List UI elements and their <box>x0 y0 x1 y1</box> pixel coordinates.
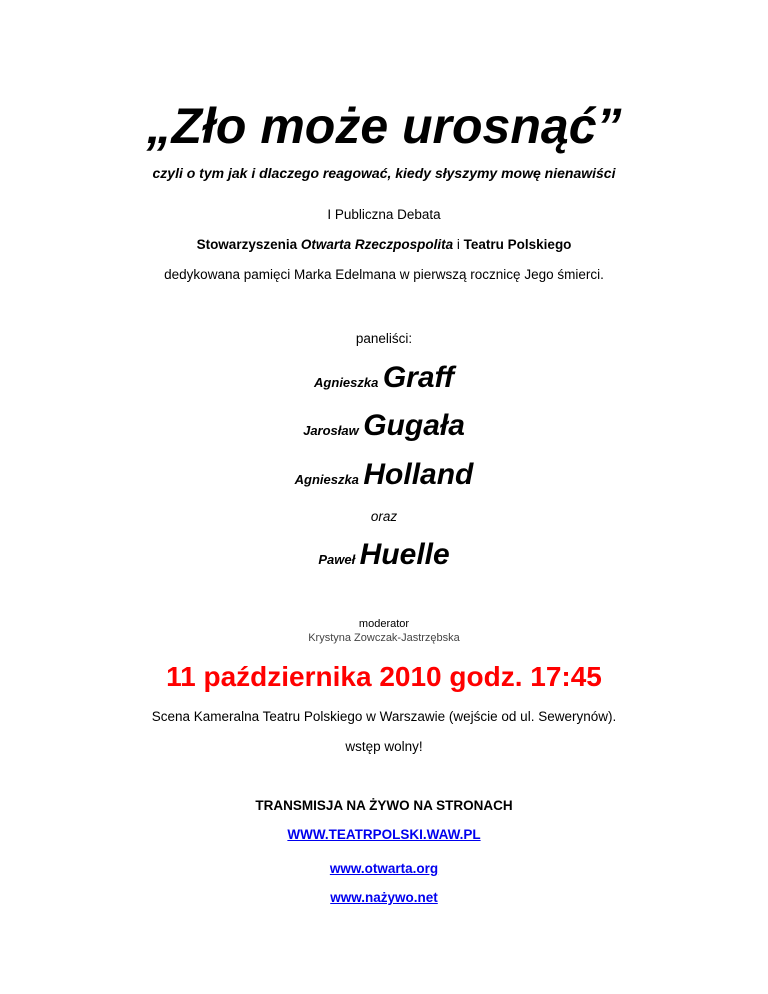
event-venue: Scena Kameralna Teatru Polskiego w Warszawie (wejście od ul. Sewerynów). <box>151 709 617 724</box>
panelist-holland <box>0 455 768 500</box>
org-conjunction: i <box>453 237 464 252</box>
link-otwarta[interactable]: www.otwarta.org <box>329 861 439 876</box>
panelist-last-name: Holland <box>363 458 474 491</box>
panelist-first-name: Paweł <box>318 552 356 567</box>
dedication-line: dedykowana pamięci Marka Edelmana w pierwszą rocznicę Jego śmierci. <box>164 267 604 282</box>
panelist-last-name: Gugała <box>363 409 465 442</box>
panelist-last-name: Huelle <box>359 538 450 571</box>
link-teatrpolski[interactable]: WWW.TEATRPOLSKI.WAW.PL <box>287 827 481 842</box>
panelists-label: paneliści: <box>355 331 413 346</box>
moderator-label: moderator <box>358 618 410 630</box>
oraz-label: oraz <box>370 509 398 524</box>
panelist-last-name: Graff <box>382 361 454 394</box>
debate-label: I Publiczna Debata <box>327 207 441 222</box>
panelist-first-name: Agnieszka <box>294 472 359 487</box>
poster-title: „Zło może urosnąć” <box>146 98 622 154</box>
panelist-huelle <box>0 535 768 580</box>
panelist-graff <box>0 358 768 403</box>
moderator-name: Krystyna Zowczak-Jastrzębska <box>308 632 460 644</box>
link-nazywo[interactable]: www.nażywo.net <box>330 890 438 905</box>
event-datetime: 11 października 2010 godz. 17:45 <box>166 661 602 692</box>
org-suffix: Teatru Polskiego <box>463 237 572 252</box>
poster-subtitle: czyli o tym jak i dlaczego reagować, kiedy słyszymy mowę nienawiści <box>152 165 616 181</box>
panelist-gugala <box>0 406 768 451</box>
panelist-first-name: Jarosław <box>303 423 359 438</box>
org-name: Otwarta Rzeczpospolita <box>300 237 454 252</box>
panelist-first-name: Agnieszka <box>314 375 379 390</box>
event-entry: wstęp wolny! <box>345 739 423 754</box>
streaming-heading: TRANSMISJA NA ŻYWO NA STRONACH <box>255 798 513 813</box>
org-prefix: Stowarzyszenia <box>196 237 301 252</box>
organizers-line <box>0 236 768 254</box>
